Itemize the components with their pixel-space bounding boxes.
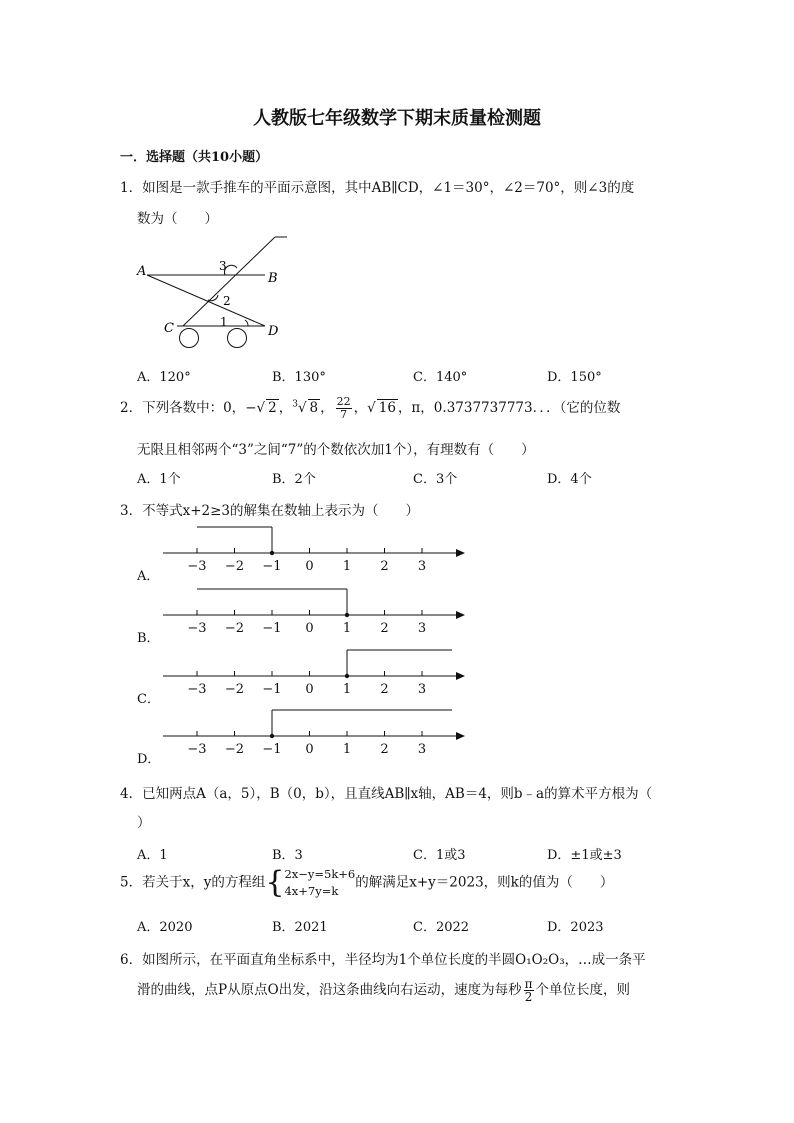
- q2-fraction: [336, 396, 352, 421]
- q1-wheel-right: [228, 329, 247, 348]
- q2-minus: −: [245, 400, 257, 416]
- q4-option-c[interactable]: C．1或3: [413, 848, 466, 863]
- q6-fraction: [524, 978, 534, 1003]
- q5-eq2: 4x+7y=k: [284, 884, 339, 898]
- q2-option-a[interactable]: A．1个: [137, 472, 181, 487]
- q3-option-b-label[interactable]: B．: [137, 631, 160, 646]
- q5-option-b[interactable]: B．2021: [272, 920, 328, 935]
- solution-endpoint: [345, 613, 349, 617]
- q2-line1: 2．下列各数中：0，−√ 2 ，$^3$√ 8 ， $\frac{22}{7}$ ，√ 16 ，π，0.3737737773．．．（它的位数: [120, 395, 621, 421]
- tick-label: 0: [305, 621, 314, 636]
- q1-label-d: D: [268, 324, 279, 339]
- tick-label: −1: [262, 621, 282, 636]
- page-title: 人教版七年级数学下期末质量检测题: [253, 108, 541, 129]
- q2-text-pre: 下列各数中：0，: [142, 400, 246, 416]
- q4-option-d[interactable]: D．±1或±3: [547, 848, 622, 863]
- q1-line-ad: [147, 275, 265, 326]
- q2-sqrt2: 2: [268, 400, 277, 416]
- q4-line1: [120, 782, 652, 802]
- tick-label: −2: [224, 559, 245, 574]
- q1-option-b[interactable]: B．130°: [272, 370, 326, 385]
- q1-label-3: 3: [219, 259, 227, 273]
- q1-cart-figure: [135, 232, 295, 354]
- arrow-right-icon: [456, 611, 465, 619]
- q6-text-post: 个单位长度，则: [535, 982, 631, 998]
- q4-line2: ）: [137, 815, 151, 831]
- sqrt-icon: √: [256, 400, 266, 416]
- arrow-right-icon: [456, 672, 465, 680]
- q1-angle-arc-1: [245, 320, 248, 326]
- q2-line2: 无限且相邻两个“3”之间“7”的个数依次加1个），有理数有（ ）: [137, 442, 535, 458]
- tick-label: 1: [342, 621, 352, 636]
- tick-label: −3: [187, 621, 207, 636]
- q5-number: 5．: [120, 874, 143, 891]
- arrow-right-icon: [456, 549, 465, 557]
- q4-option-a[interactable]: A．1: [137, 848, 168, 863]
- q2-option-c[interactable]: C．3个: [413, 472, 458, 487]
- q6-frac-num: π: [524, 977, 533, 991]
- tick-label: 1: [342, 742, 352, 757]
- q5-option-a[interactable]: A．2020: [137, 920, 193, 935]
- solution-endpoint: [270, 734, 274, 738]
- tick-label: 3: [417, 742, 427, 757]
- tick-label: 1: [342, 559, 352, 574]
- q2-frac-num: 22: [336, 395, 351, 408]
- q3-number: 3．: [120, 503, 143, 519]
- q2-option-d[interactable]: D．4个: [547, 472, 592, 487]
- q6-line2: [137, 978, 630, 1003]
- q2-cube-radicand: 8: [309, 400, 319, 416]
- q1-line1: [120, 176, 634, 196]
- q2-sqrt16: 16: [378, 400, 396, 416]
- q3-option-d-label[interactable]: D．: [137, 752, 161, 767]
- tick-label: 2: [380, 682, 389, 697]
- q6-text: 如图所示，在平面直角坐标系中，半径均为1个单位长度的半圆O₁O₂O₃，…成一条平: [142, 952, 646, 968]
- tick-label: 0: [305, 559, 314, 574]
- tick-label: 3: [417, 559, 427, 574]
- tick-label: 0: [305, 682, 314, 697]
- tick-label: −1: [262, 682, 282, 697]
- q1-label-c: C: [164, 321, 174, 336]
- tick-label: −2: [224, 742, 245, 757]
- q6-text-pre: 滑的曲线，点P从原点O出发，沿这条曲线向右运动，速度为每秒: [137, 982, 522, 998]
- q2-cube-index: 3: [292, 399, 298, 410]
- tick-label: 2: [380, 621, 389, 636]
- q3-numberline-c[interactable]: [160, 647, 470, 703]
- tick-label: −1: [262, 559, 282, 574]
- q1-label-b: B: [268, 271, 278, 286]
- q4-option-b[interactable]: B．3: [272, 848, 303, 863]
- q1-number: 1．: [120, 180, 143, 196]
- arrow-right-icon: [456, 732, 465, 740]
- q1-text: 如图是一款手推车的平面示意图，其中AB∥CD，∠1＝30°，∠2＝70°，则∠3的度: [142, 180, 635, 196]
- tick-label: 0: [305, 742, 314, 757]
- q5-line: [120, 866, 613, 900]
- tick-label: −3: [187, 742, 207, 757]
- q1-label-1: 1: [220, 315, 228, 329]
- q5-eq1: 2x−y=5k+6: [284, 867, 356, 881]
- q6-number: 6．: [120, 952, 143, 968]
- tick-label: 3: [417, 621, 427, 636]
- tick-label: −2: [224, 621, 245, 636]
- q5-text-pre: 若关于x，y的方程组: [142, 874, 266, 891]
- q6-frac-den: 2: [524, 990, 533, 1004]
- q1-label-2: 2: [223, 294, 231, 308]
- q5-text-post: 的解满足x+y＝2023，则k的值为（ ）: [355, 874, 614, 891]
- solution-endpoint: [270, 551, 274, 555]
- sqrt-icon: √: [297, 400, 307, 416]
- tick-label: −2: [224, 682, 245, 697]
- tick-label: 1: [342, 682, 352, 697]
- q5-equation-system: [284, 866, 355, 900]
- q3-text: 不等式x+2≥3的解集在数轴上表示为（ ）: [142, 503, 420, 519]
- q6-line1: [120, 948, 646, 968]
- q5-option-d[interactable]: D．2023: [547, 920, 604, 935]
- left-brace-icon: {: [265, 865, 285, 900]
- tick-label: −3: [187, 559, 207, 574]
- tick-label: 2: [380, 742, 389, 757]
- q3-line: [120, 499, 419, 519]
- q3-option-a-label[interactable]: A．: [137, 569, 160, 584]
- q3-numberline-a[interactable]: [160, 524, 470, 580]
- q2-text-rest: ，π，0.3737737773．．．（它的位数: [397, 400, 621, 416]
- q1-label-a: A: [137, 264, 147, 279]
- q1-wheel-left: [180, 329, 199, 348]
- solution-endpoint: [345, 674, 349, 678]
- q2-option-b[interactable]: B．2个: [272, 472, 316, 487]
- q5-option-c[interactable]: C．2022: [413, 920, 470, 935]
- tick-label: 2: [380, 559, 389, 574]
- q1-line2: 数为（ ）: [137, 211, 218, 227]
- q4-text: 已知两点A（a，5），B（0，b），且直线AB∥x轴，AB＝4，则b﹣a的算术平方根为（: [142, 786, 653, 802]
- section-heading: 一．选择题（共10小题）: [120, 150, 269, 165]
- sqrt-icon: √: [367, 400, 376, 416]
- q3-numberline-d[interactable]: [160, 707, 470, 763]
- q2-number: 2．: [120, 400, 143, 416]
- q2-frac-den: 7: [340, 408, 348, 421]
- q1-option-c[interactable]: C．140°: [413, 370, 468, 385]
- tick-label: −1: [262, 742, 282, 757]
- q1-option-d[interactable]: D．150°: [547, 370, 602, 385]
- tick-label: 3: [417, 682, 427, 697]
- q3-numberline-b[interactable]: [160, 586, 470, 642]
- q1-option-a[interactable]: A．120°: [137, 370, 191, 385]
- tick-label: −3: [187, 682, 207, 697]
- q4-number: 4．: [120, 786, 143, 802]
- q3-option-c-label[interactable]: C．: [137, 692, 160, 707]
- q1-handle: [183, 237, 275, 326]
